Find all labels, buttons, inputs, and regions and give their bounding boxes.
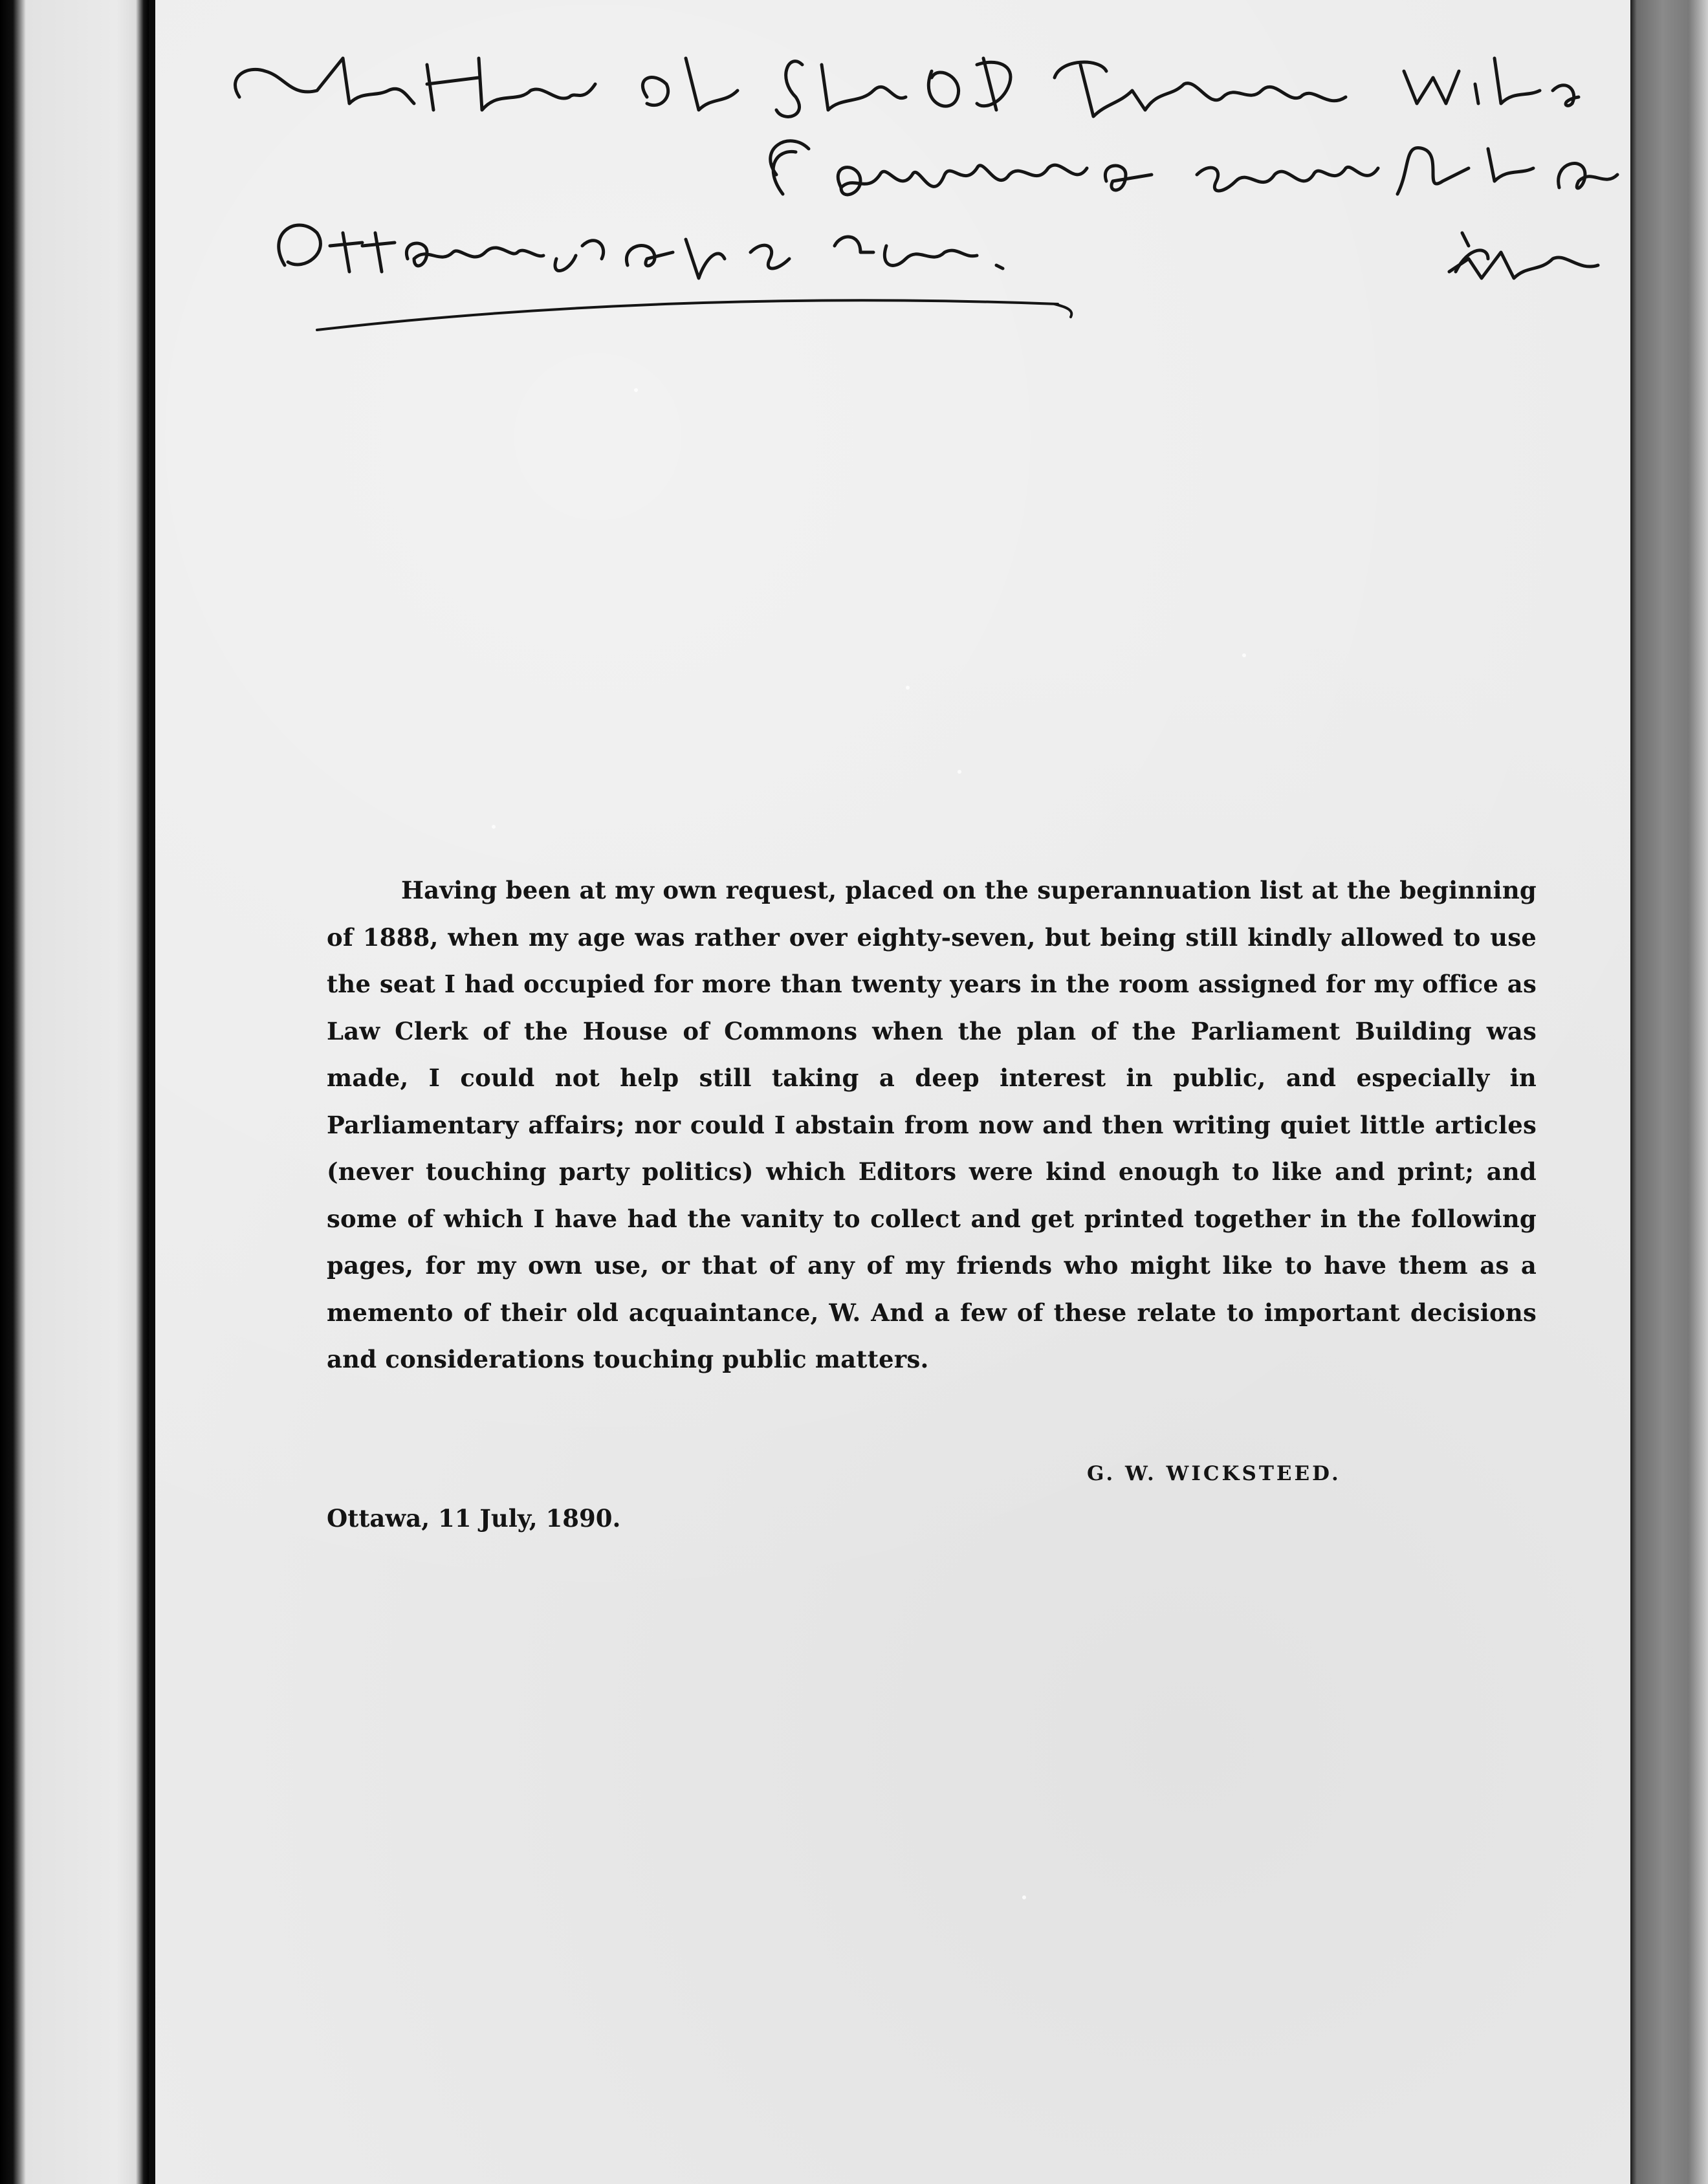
previous-page-edge <box>0 0 149 2184</box>
place-and-date: Ottawa, 11 July, 1890. <box>327 1504 621 1533</box>
dust-speck <box>1022 1895 1026 1899</box>
dust-speck <box>958 770 961 774</box>
dust-speck <box>906 686 910 690</box>
author-signature: G. W. WICKSTEED. <box>1087 1462 1341 1485</box>
dust-speck <box>1242 653 1246 657</box>
book-fore-edge <box>1630 0 1708 2184</box>
dust-speck <box>492 825 496 829</box>
document-page <box>155 0 1630 2184</box>
dust-speck <box>634 388 638 392</box>
inscription-drawing <box>155 0 1630 362</box>
handwritten-inscription <box>155 0 1630 362</box>
preface-paragraph: Having been at my own request, placed on the superannuation list at the beginning of 1888, when my age was rather over eighty-seven, but being still kindly allowed to use the seat I had occupied for more than twenty years in the room assigned for my office as Law Clerk of the House of Commons when the plan of the Parliament Building was made, I could not help still taking a deep interest in public, and especially in Parliamentary affairs; nor could I abstain from now and then writing quiet little articles (never touching party politics) which Editors were kind enough to like and print; and some of which I have had the vanity to collect and get printed together in the following pages, for my own use, or that of any of my friends who might like to have them as a memento of their old acquaintance, W. And a few of these relate to important decisions and considerations touching public matters. <box>327 876 1537 1373</box>
